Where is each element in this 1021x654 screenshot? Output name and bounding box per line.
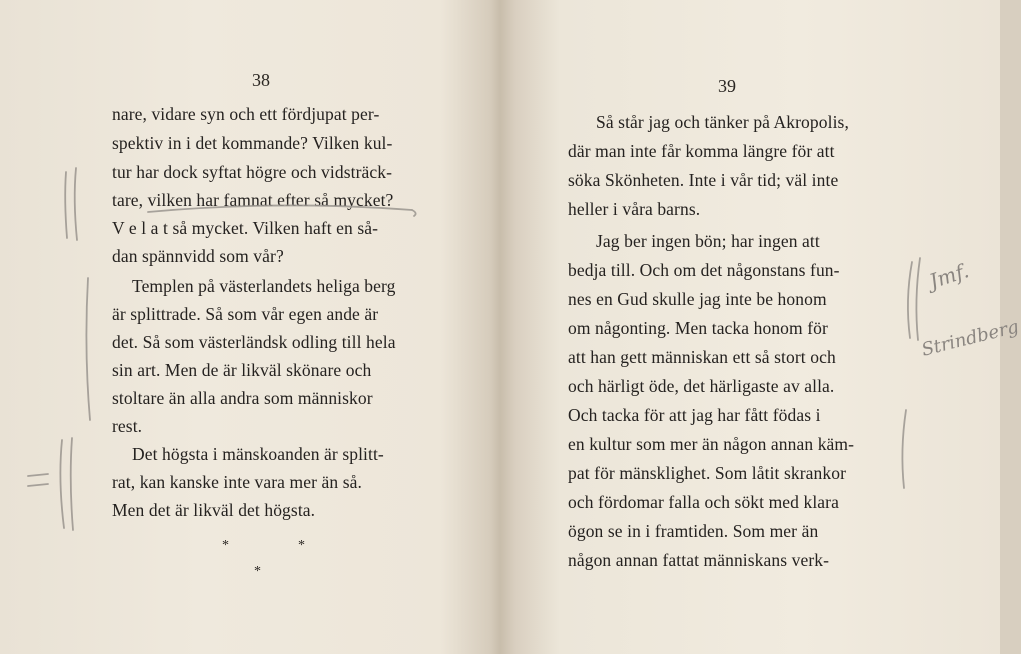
text-line: är splittrade. Så som vår egen ande är: [112, 304, 379, 324]
text-line: söka Skönheten. Inte i vår tid; väl inte: [568, 170, 839, 190]
page-number-right: 39: [718, 76, 736, 96]
text-line: en kultur som mer än någon annan käm-: [568, 434, 855, 454]
text-line: och fördomar falla och sökt med klara: [568, 492, 839, 512]
text-line: om någonting. Men tacka honom för: [568, 318, 828, 338]
text-line: spektiv in i det kommande? Vilken kul-: [112, 133, 393, 153]
text-line: nare, vidare syn och ett fördjupat per-: [112, 104, 380, 124]
text-line: bedja till. Och om det någonstans fun-: [568, 260, 840, 280]
section-star: *: [298, 538, 305, 553]
text-line: Men det är likväl det högsta.: [112, 500, 316, 520]
margin-note: Strindberg: [919, 316, 1021, 361]
margin-note: Jmf.: [926, 258, 972, 294]
text-line: att han gett människan ett så stort och: [568, 347, 836, 367]
text-line: Det högsta i mänskoanden är splitt-: [132, 444, 384, 464]
text-line: Templen på västerlandets heliga berg: [132, 276, 396, 296]
text-line: rest.: [112, 416, 143, 436]
page-number-left: 38: [252, 70, 270, 90]
text-line: Och tacka för att jag har fått födas i: [568, 405, 821, 425]
text-line: Jag ber ingen bön; har ingen att: [596, 231, 820, 251]
text-line: där man inte får komma längre för att: [568, 141, 835, 161]
text-line: heller i våra barns.: [568, 199, 701, 219]
text-line: nes en Gud skulle jag inte be honom: [568, 289, 827, 309]
section-star: *: [254, 564, 261, 579]
text-line: det. Så som västerländsk odling till hela: [112, 332, 396, 352]
right-page: [506, 0, 1000, 654]
text-line: sin art. Men de är likväl skönare och: [112, 360, 372, 380]
text-line: tur har dock syftat högre och vidsträck-: [112, 162, 393, 182]
text-line: V e l a t så mycket. Vilken haft en så-: [112, 218, 379, 238]
text-line: Så står jag och tänker på Akropolis,: [596, 112, 849, 132]
text-line: dan spännvidd som vår?: [112, 246, 284, 266]
left-page: [0, 0, 494, 654]
text-line: och härligt öde, det härligaste av alla.: [568, 376, 835, 396]
text-line: rat, kan kanske inte vara mer än så.: [112, 472, 362, 492]
text-line: pat för mänsklighet. Som låtit skrankor: [568, 463, 847, 483]
text-line: någon annan fattat människans verk-: [568, 550, 830, 570]
text-line: tare, vilken har famnat efter så mycket?: [112, 190, 394, 210]
text-line: ögon se in i framtiden. Som mer än: [568, 521, 819, 541]
text-line: stoltare än alla andra som människor: [112, 388, 373, 408]
section-star: *: [222, 538, 229, 553]
